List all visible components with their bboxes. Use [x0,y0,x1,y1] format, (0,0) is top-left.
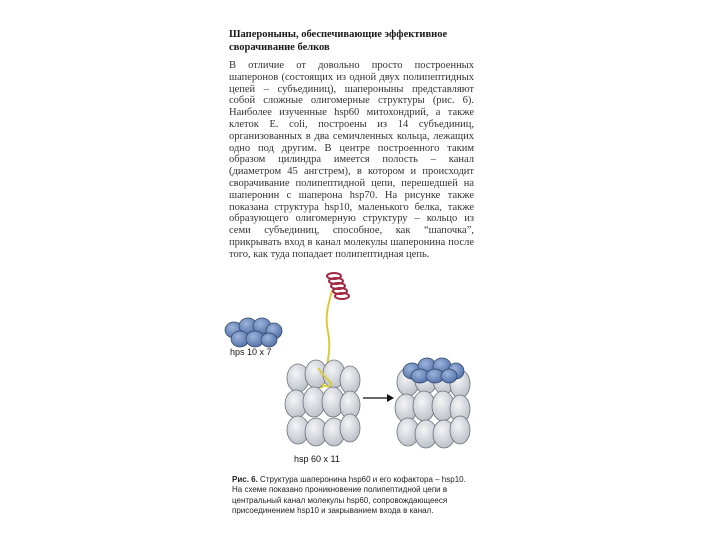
hsp10-cap [403,358,464,383]
article-heading: Шапероныны, обеспечивающие эффективное сворачивание белков [229,29,448,53]
hsp60-label: hsp 60 x 11 [294,454,340,464]
caption-text: Структура шаперонина hsp60 и его кофактора – hsp10. На схеме показано проникновение полипептидной цепи в центральный канал молекулы hsp60, сопровождающееся присоединением hsp10 и закрыванием входа в канал. [232,475,466,515]
caption-title: Рис. 6. [232,475,258,484]
chaperonin-figure [222,270,482,470]
article-body: В отличие от довольно просто построенных шаперонов (состоящих из одной двух полипептидных цепей – субъединиц), шапероныны представляют собой сложные олигомерные структуры (рис. 6). Наиболее изученные hsp60 митохондрий, а также клеток E. coli, построены из 14 субъединиц, организованных в два семичленных кольца, лежащих одно под другим. В центре построенного таким образом цилиндра имеется полость – канал (диаметром 45 ангстрем), в котором и происходит сворачивание полипептидной цепи, перешедшей на шаперонин с шаперона hsp70. На рисунке также показана структура hsp10, маленького белка, также образующего олигомерную структуру – кольцо из семи субъединиц, способное, как “шапочка”, прикрывать вход в канал молекулы шаперонина после того, как туда попадает полипептидная цепь. [229,60,474,260]
transition-arrow [363,394,394,402]
hsp10-ring [225,318,282,347]
chaperonin-diagram [222,270,482,470]
hsp10-label: hps 10 x 7 [230,347,272,357]
figure-caption [232,475,472,516]
